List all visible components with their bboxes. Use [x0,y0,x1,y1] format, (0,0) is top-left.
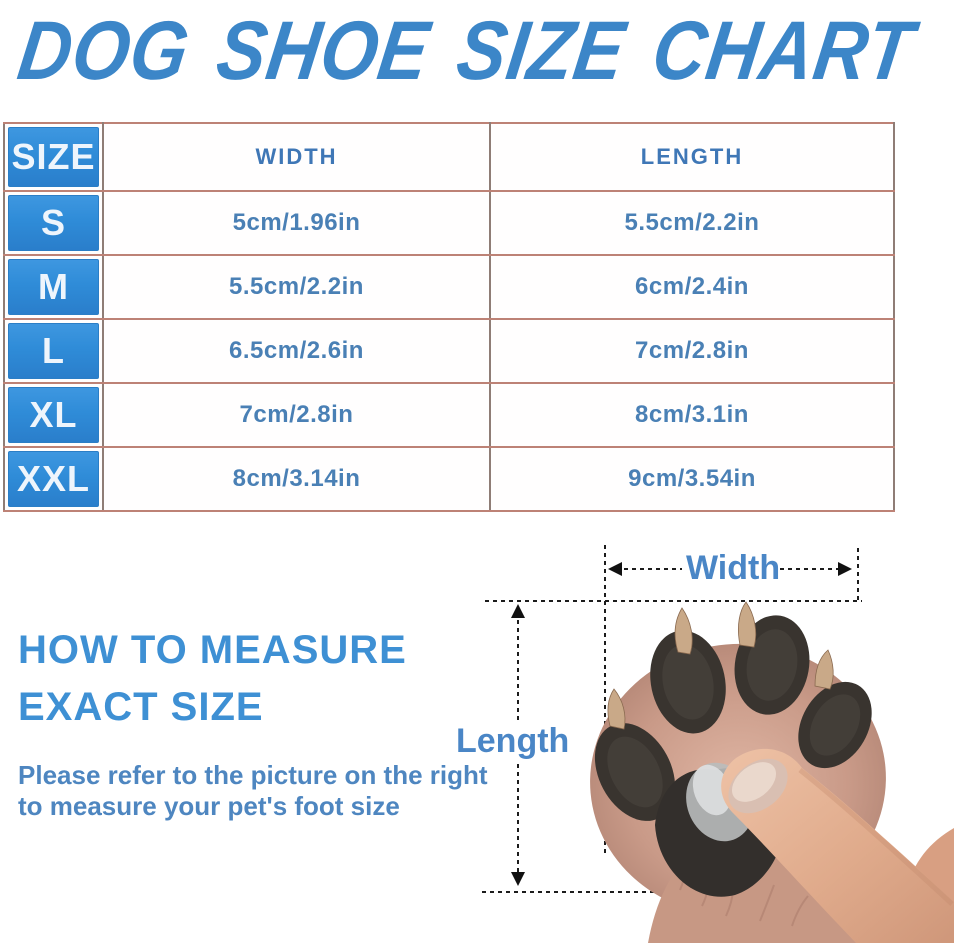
size-header-chip: SIZE [8,127,99,187]
table-row [4,319,894,383]
table-row [4,255,894,319]
length-header-cell: LENGTH [490,123,894,191]
size-header-cell [4,123,103,191]
size-chip: L [8,323,99,379]
length-dash-bottom [517,764,519,872]
size-chip: XXL [8,451,99,507]
width-header-cell: WIDTH [103,123,490,191]
table-header-row [4,123,894,191]
width-dash-left [624,568,682,570]
page-title: DOG SHOE SIZE CHART [12,5,920,98]
size-chip: XL [8,387,99,443]
table-row [4,447,894,511]
table-row [4,383,894,447]
length-value-cell: 7cm/2.8in [490,319,894,383]
length-value-cell: 6cm/2.4in [490,255,894,319]
measure-heading-line2: EXACT SIZE [18,685,264,729]
width-dash-right [780,568,838,570]
width-arrow-right-icon [838,562,852,576]
width-value-cell: 5.5cm/2.2in [103,255,490,319]
width-dimension-label: Width [686,549,781,587]
measure-heading-line1: HOW TO MEASURE [18,628,407,672]
width-value-cell: 8cm/3.14in [103,447,490,511]
size-label-cell [4,191,103,255]
paw-photo [560,590,954,943]
size-table-body [4,191,894,511]
width-value-cell: 5cm/1.96in [103,191,490,255]
size-table [3,122,895,512]
length-value-cell: 9cm/3.54in [490,447,894,511]
measure-instructions: Please refer to the picture on the right to measure your pet's foot size [18,760,488,821]
length-dash-top [517,620,519,722]
width-value-cell: 6.5cm/2.6in [103,319,490,383]
size-label-cell [4,383,103,447]
measure-heading [18,622,407,736]
width-arrow-left-icon [608,562,622,576]
length-value-cell: 8cm/3.1in [490,383,894,447]
length-arrow-down-icon [511,872,525,886]
size-label-cell [4,319,103,383]
length-value-cell: 5.5cm/2.2in [490,191,894,255]
table-row [4,191,894,255]
width-value-cell: 7cm/2.8in [103,383,490,447]
size-chip: S [8,195,99,251]
length-dimension-label: Length [456,722,570,760]
size-label-cell [4,255,103,319]
length-arrow-up-icon [511,604,525,618]
size-chip: M [8,259,99,315]
size-label-cell [4,447,103,511]
